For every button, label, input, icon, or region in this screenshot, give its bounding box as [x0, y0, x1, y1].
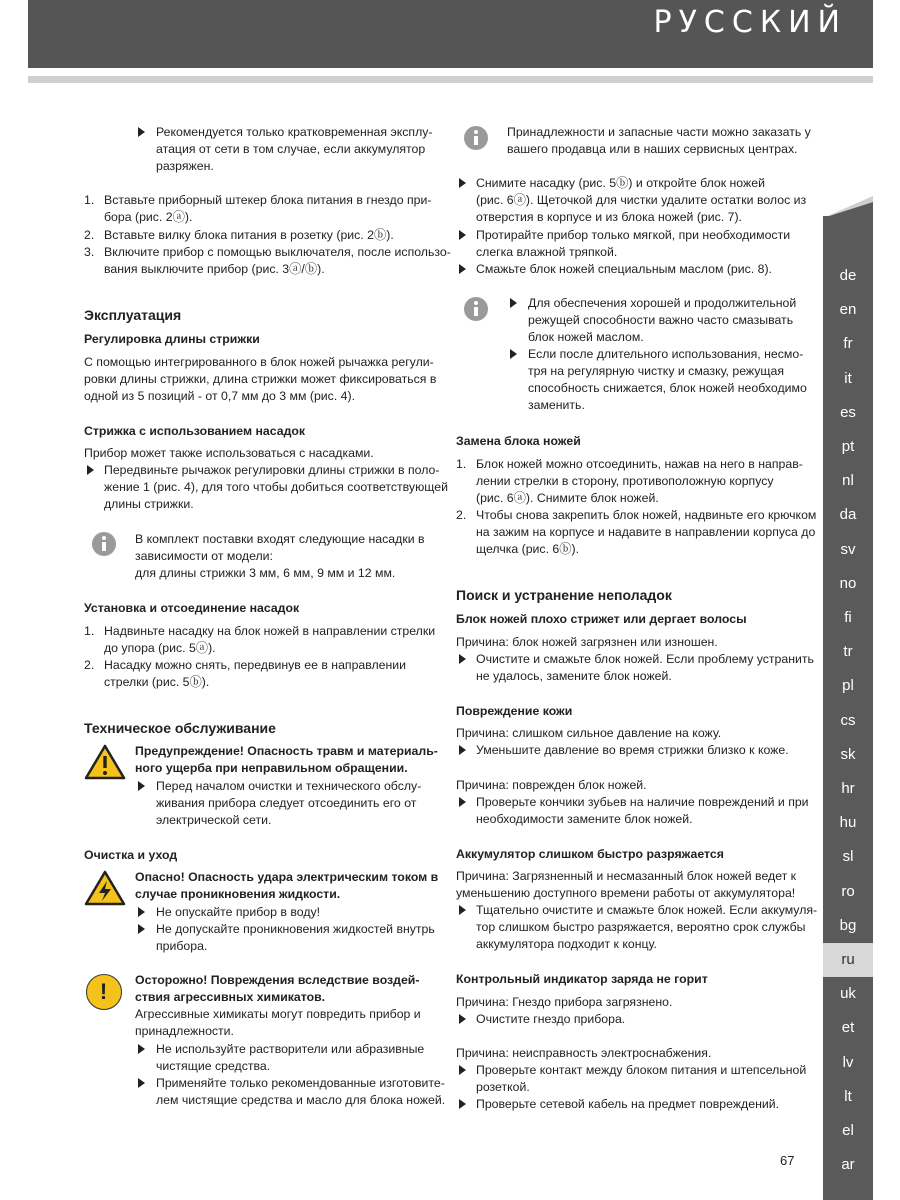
info-line: вашего продавца или в наших сервисных центрах.	[507, 142, 798, 156]
bullet-line: Применяйте только рекомендованные изготовите-	[156, 1076, 445, 1090]
step-number: 3.	[84, 245, 95, 259]
step-text: щелчка (рис. 6ⓑ).	[476, 542, 580, 556]
bullet-line: Не используйте растворители или абразивные	[156, 1042, 425, 1056]
bullet-line: Не опускайте прибор в воду!	[156, 905, 321, 919]
bullet-arrow-icon	[459, 178, 466, 188]
bullet-line: Смажьте блок ножей специальным маслом (рис. 8).	[476, 262, 772, 276]
bullet-line: Не допускайте проникновения жидкостей внутрь	[156, 922, 435, 936]
page-number: 67	[780, 1153, 795, 1168]
bullet-arrow-icon	[87, 465, 94, 475]
language-tab-et[interactable]: et	[841, 1019, 855, 1037]
step-text: Вставьте вилку блока питания в розетку (рис. 2ⓑ).	[104, 228, 394, 242]
language-tab-lv[interactable]: lv	[842, 1053, 854, 1071]
caution-line: ствия агрессивных химикатов.	[135, 990, 326, 1004]
bullet-line: жение 1 (рис. 4), для того чтобы добиться соответствующей	[104, 480, 448, 494]
section-title-troubleshooting: Поиск и устранение неполадок	[456, 587, 672, 603]
bullet-line: живания прибора следует отсоединить его от	[156, 796, 417, 810]
intro-bullet-line-1: Рекомендуется только кратковременная эксплу-	[156, 125, 433, 139]
bullet-line: необходимости замените блок ножей.	[476, 812, 693, 826]
language-tab-de[interactable]: de	[839, 267, 857, 284]
bullet-line: Протирайте прибор только мягкой, при необходимости	[476, 228, 791, 242]
caution-exclamation-icon: !	[86, 974, 122, 1010]
language-tab-ar[interactable]: ar	[841, 1156, 855, 1174]
bullet-arrow-icon	[459, 230, 466, 240]
step-text: лении стрелки в сторону, противоположную корпусу	[476, 474, 774, 488]
info-icon	[464, 297, 488, 321]
bullet-arrow-icon	[138, 781, 145, 791]
bullet-line: лем чистящие средства и масло для блока ножей.	[156, 1093, 446, 1107]
problem-title: Контрольный индикатор заряда не горит	[456, 972, 708, 986]
bullet-line: Передвиньте рычажок регулировки длины стрижки в поло-	[104, 463, 440, 477]
step-text: Вставьте приборный штекер блока питания в гнездо при-	[104, 193, 432, 207]
cause-line: Причина: слишком сильное давление на кожу.	[456, 726, 722, 740]
warning-triangle-icon	[84, 744, 126, 780]
language-tab-no[interactable]: no	[839, 574, 857, 592]
paragraph-line: ровки длины стрижки, длина стрижки может фиксироваться в	[84, 372, 437, 386]
language-tab-it[interactable]: it	[844, 369, 852, 387]
step-number: 1.	[84, 193, 95, 207]
info-icon	[464, 126, 488, 150]
step-text: бора (рис. 2ⓐ).	[104, 210, 193, 224]
bullet-arrow-icon	[459, 745, 466, 755]
cause-line: Причина: Гнездо прибора загрязнено.	[456, 995, 673, 1009]
bullet-line: режущей способности важно часто смазывать	[528, 313, 794, 327]
bullet-line: Проверьте кончики зубьев на наличие повреждений и при	[476, 795, 809, 809]
language-tab-cs[interactable]: cs	[840, 711, 856, 729]
page-header	[28, 0, 873, 68]
bullet-arrow-icon	[138, 1078, 145, 1088]
language-tab-nl[interactable]: nl	[842, 472, 854, 490]
bullet-arrow-icon	[459, 264, 466, 274]
electric-shock-icon	[84, 870, 126, 906]
language-tab-hr[interactable]: hr	[841, 780, 855, 797]
bullet-line: Тщательно очистите и смажьте блок ножей. Если аккумуля-	[476, 903, 818, 917]
bullet-arrow-icon	[510, 298, 517, 308]
paragraph-line: С помощью интегрированного в блок ножей рычажка регули-	[84, 355, 434, 369]
language-tab-pt[interactable]: pt	[841, 438, 855, 455]
bullet-line: тря на регулярную чистку и смазку, режущая	[528, 364, 785, 378]
step-text: вания выключите прибор (рис. 3ⓐ/ⓑ).	[104, 262, 325, 276]
cause-line: Причина: поврежден блок ножей.	[456, 778, 647, 792]
step-number: 2.	[84, 658, 95, 672]
language-tab-bg[interactable]: bg	[839, 916, 857, 934]
danger-line: случае проникновения жидкости.	[135, 887, 341, 901]
bullet-line: Снимите насадку (рис. 5ⓑ) и откройте блок ножей	[476, 176, 765, 190]
info-line: В комплект поставки входят следующие насадки в	[135, 532, 425, 546]
bullet-line: Уменьшите давление во время стрижки близко к коже.	[476, 743, 789, 757]
bullet-line: не удалось, замените блок ножей.	[476, 669, 672, 683]
problem-title: Аккумулятор слишком быстро разряжается	[456, 847, 724, 861]
subsection-title-attachments: Стрижка с использованием насадок	[84, 424, 306, 438]
language-tab-hu[interactable]: hu	[839, 814, 857, 832]
intro-bullet-line-2: атация от сети в том случае, если аккумулятор	[156, 142, 426, 156]
step-text: Надвиньте насадку на блок ножей в направлении стрелки	[104, 624, 436, 638]
step-text: на зажим на корпусе и надавите в направлении корпуса до	[476, 525, 816, 539]
step-text: (рис. 6ⓐ). Снимите блок ножей.	[476, 491, 659, 505]
language-tab-sk[interactable]: sk	[840, 745, 856, 763]
step-text: Чтобы снова закрепить блок ножей, надвиньте его крючком	[476, 508, 817, 522]
bullet-arrow-icon	[510, 349, 517, 359]
cause-line: Причина: неисправность электроснабжения.	[456, 1046, 712, 1060]
info-icon	[92, 532, 116, 556]
section-title-maintenance: Техническое обслуживание	[84, 720, 276, 736]
language-tab-en[interactable]: en	[839, 301, 857, 319]
bullet-line: прибора.	[156, 939, 208, 953]
step-number: 2.	[84, 228, 95, 242]
bullet-line: способность снижается, блок ножей необходимо	[528, 381, 807, 395]
paragraph-line: одной из 5 позиций - от 0,7 мм до 3 мм (рис. 4).	[84, 389, 356, 403]
step-text: до упора (рис. 5ⓐ).	[104, 641, 216, 655]
language-tab-uk[interactable]: uk	[840, 985, 856, 1003]
step-text: стрелки (рис. 5ⓑ).	[104, 675, 210, 689]
bullet-line: Для обеспечения хорошей и продолжительной	[528, 296, 797, 310]
bullet-arrow-icon	[459, 1099, 466, 1109]
language-tab-el[interactable]: el	[842, 1122, 854, 1139]
bullet-line: Проверьте контакт между блоком питания и штепсельной	[476, 1063, 807, 1077]
header-title: РУССКИЙ	[653, 5, 847, 40]
warning-line: Предупреждение! Опасность травм и материаль-	[135, 744, 438, 758]
paragraph-line: Прибор может также использоваться с насадками.	[84, 446, 374, 460]
language-tab-da[interactable]: da	[839, 506, 857, 524]
header-divider	[28, 76, 873, 83]
bullet-arrow-icon	[138, 924, 145, 934]
language-tab-sl[interactable]: sl	[842, 848, 854, 866]
info-line: зависимости от модели:	[135, 549, 273, 563]
step-number: 1.	[84, 624, 95, 638]
bullet-line: Если после длительного использования, несмо-	[528, 347, 804, 361]
language-tab-ru[interactable]: ru	[823, 943, 873, 977]
problem-title: Блок ножей плохо стрижет или дергает волосы	[456, 612, 747, 626]
language-tab-pl[interactable]: pl	[842, 677, 854, 695]
bullet-line: электрической сети.	[156, 813, 272, 827]
language-tab-tr[interactable]: tr	[843, 643, 853, 661]
step-text: Насадку можно снять, передвинув ее в направлении	[104, 658, 407, 672]
step-number: 1.	[456, 457, 467, 471]
tab-strip-top	[823, 196, 873, 218]
section-title-operation: Эксплуатация	[84, 307, 182, 323]
bullet-arrow-icon	[138, 907, 145, 917]
language-tab-es[interactable]: es	[840, 403, 856, 421]
step-text: Блок ножей можно отсоединить, нажав на него в направ-	[476, 457, 803, 471]
bullet-line: слегка влажной тряпкой.	[476, 245, 618, 259]
caution-text: Агрессивные химикаты могут повредить прибор и	[135, 1007, 421, 1021]
info-line: для длины стрижки 3 мм, 6 мм, 9 мм и 12 мм.	[135, 566, 396, 580]
language-tab-fi[interactable]: fi	[844, 609, 852, 626]
language-tab-lt[interactable]: lt	[844, 1087, 852, 1105]
step-number: 2.	[456, 508, 467, 522]
subsection-title-mount: Установка и отсоединение насадок	[84, 601, 300, 615]
danger-line: Опасно! Опасность удара электрическим током в	[135, 870, 439, 884]
bullet-arrow-icon	[459, 905, 466, 915]
language-tab-sv[interactable]: sv	[840, 540, 856, 558]
bullet-line: тор слишком быстро разряжается, вероятно срок службы	[476, 920, 806, 934]
bullet-line: отверстия в корпусе и из блока ножей (рис. 7).	[476, 210, 742, 224]
bullet-line: (рис. 6ⓐ). Щеточкой для чистки удалите остатки волос из	[476, 193, 807, 207]
bullet-arrow-icon	[459, 797, 466, 807]
bullet-line: Проверьте сетевой кабель на предмет повреждений.	[476, 1097, 780, 1111]
caution-text: принадлежности.	[135, 1024, 234, 1038]
subsection-title-cleaning: Очистка и уход	[84, 848, 178, 862]
bullet-line: Очистите и смажьте блок ножей. Если проблему устранить	[476, 652, 814, 666]
bullet-line: аккумулятора подходит к концу.	[476, 937, 657, 951]
bullet-arrow-icon	[138, 1044, 145, 1054]
caution-line: Осторожно! Повреждения вследствие воздей-	[135, 973, 420, 987]
bullet-arrow-icon	[459, 1014, 466, 1024]
bullet-line: Перед началом очистки и технического обслу-	[156, 779, 422, 793]
bullet-line: чистящие средства.	[156, 1059, 271, 1073]
cause-line: Причина: Загрязненный и несмазанный блок ножей ведет к	[456, 869, 797, 883]
bullet-line: розеткой.	[476, 1080, 530, 1094]
step-text: Включите прибор с помощью выключателя, после использо-	[104, 245, 451, 259]
problem-title: Повреждение кожи	[456, 704, 573, 718]
intro-bullet-line-3: разряжен.	[156, 159, 214, 173]
bullet-arrow-icon	[138, 127, 145, 137]
bullet-line: блок ножей маслом.	[528, 330, 644, 344]
bullet-line: Очистите гнездо прибора.	[476, 1012, 626, 1026]
bullet-arrow-icon	[459, 654, 466, 664]
language-tab-ro[interactable]: ro	[841, 882, 855, 900]
bullet-line: длины стрижки.	[104, 497, 194, 511]
info-line: Принадлежности и запасные части можно заказать у	[507, 125, 811, 139]
cause-line: Причина: блок ножей загрязнен или изношен.	[456, 635, 718, 649]
warning-line: ного ущерба при неправильном обращении.	[135, 761, 408, 775]
subsection-title-replace: Замена блока ножей	[456, 434, 581, 448]
subsection-title-length: Регулировка длины стрижки	[84, 332, 260, 346]
cause-line: уменьшению доступного времени работы от аккумулятора!	[456, 886, 796, 900]
bullet-line: заменить.	[528, 398, 585, 412]
language-tab-fr[interactable]: fr	[843, 335, 853, 353]
bullet-arrow-icon	[459, 1065, 466, 1075]
